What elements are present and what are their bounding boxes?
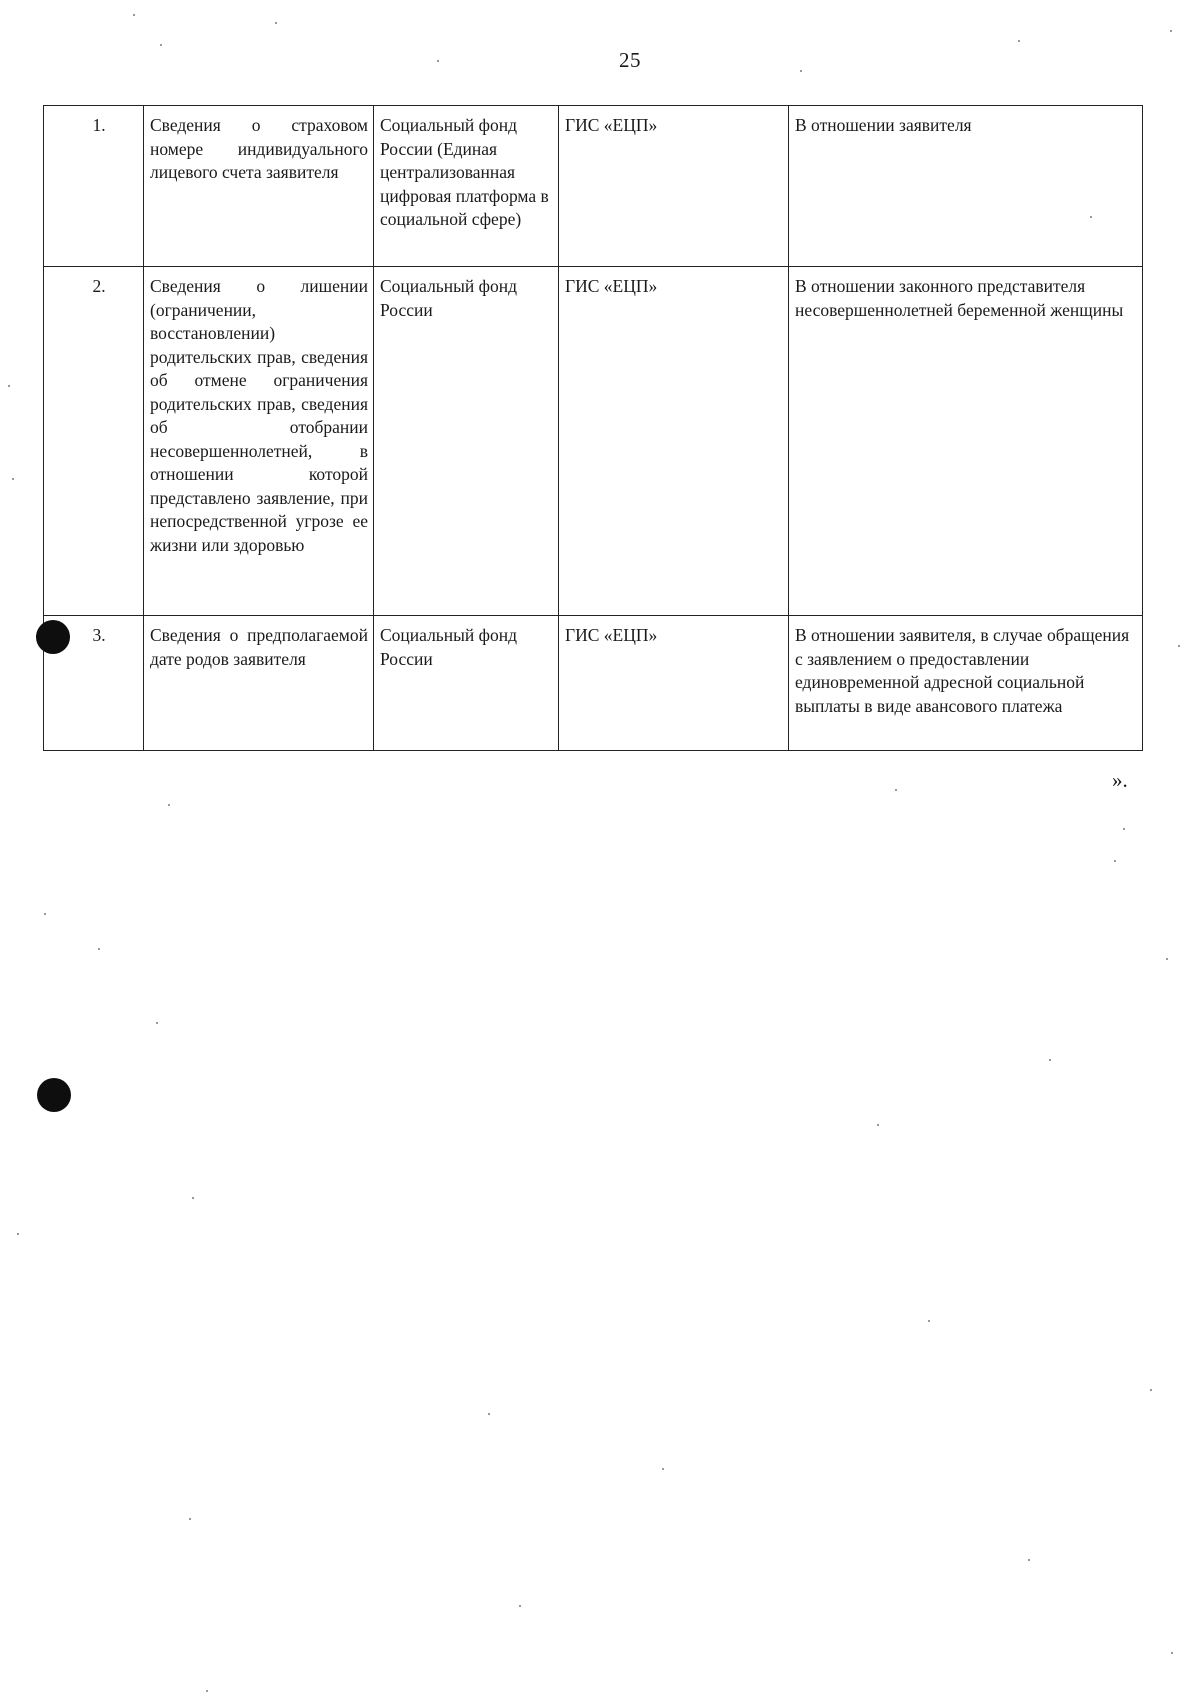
scan-speck xyxy=(895,789,897,791)
scan-speck xyxy=(1090,216,1092,218)
table-row xyxy=(44,267,1143,616)
scan-speck xyxy=(662,1468,664,1470)
row-number: 3. xyxy=(92,625,106,645)
row-number-cell xyxy=(44,267,144,616)
scan-speck xyxy=(133,14,135,16)
scan-speck xyxy=(1123,828,1125,830)
scan-speck xyxy=(206,1690,208,1692)
scan-speck xyxy=(1028,1559,1030,1561)
note-cell: В отношении заявителя xyxy=(789,106,1143,267)
scan-speck xyxy=(12,478,14,480)
scan-speck xyxy=(1171,1652,1173,1654)
scan-speck xyxy=(192,1197,194,1199)
scan-speck xyxy=(1114,860,1116,862)
closing-quote: ». xyxy=(1112,768,1128,792)
scan-speck xyxy=(44,913,46,915)
scan-speck xyxy=(1018,40,1020,42)
note-cell: В отношении заявителя, в случае обращения с заявлением о предоставлении единовременной адресной социальной выплаты в виде авансового платежа xyxy=(789,616,1143,751)
info-cell: Сведения о лишении (ограничении, восстановлении) родительских прав, сведения об отмене ограничения родительских прав, сведения об отобрании несовершеннолетней, в отношении которой представлено заявление, при непосредственной угрозе ее жизни или здоровью xyxy=(144,267,374,616)
scan-speck xyxy=(928,1320,930,1322)
punch-hole xyxy=(36,620,70,654)
scan-speck xyxy=(800,70,802,72)
scan-speck xyxy=(168,804,170,806)
scan-speck xyxy=(189,1518,191,1520)
scan-speck xyxy=(1150,1389,1152,1391)
system-cell: ГИС «ЕЦП» xyxy=(559,267,789,616)
scan-speck xyxy=(156,1022,158,1024)
data-sources-table xyxy=(43,105,1143,751)
source-cell: Социальный фонд России xyxy=(374,616,559,751)
row-number-cell xyxy=(44,106,144,267)
info-cell: Сведения о предполагаемой дате родов заявителя xyxy=(144,616,374,751)
table-row xyxy=(44,106,1143,267)
system-cell: ГИС «ЕЦП» xyxy=(559,616,789,751)
scan-speck xyxy=(160,44,162,46)
row-number: 2. xyxy=(92,276,106,296)
scan-speck xyxy=(877,1124,879,1126)
scan-speck xyxy=(1170,30,1172,32)
scan-speck xyxy=(488,1413,490,1415)
punch-hole xyxy=(37,1078,71,1112)
scan-speck xyxy=(519,1605,521,1607)
note-cell: В отношении законного представителя несовершеннолетней беременной женщины xyxy=(789,267,1143,616)
scan-speck xyxy=(98,948,100,950)
scan-speck xyxy=(17,1233,19,1235)
scan-speck xyxy=(275,22,277,24)
source-cell: Социальный фонд России xyxy=(374,267,559,616)
table-row xyxy=(44,616,1143,751)
scan-speck xyxy=(437,60,439,62)
scan-speck xyxy=(8,385,10,387)
page-number: 25 xyxy=(619,48,641,72)
scan-speck xyxy=(1166,958,1168,960)
info-cell: Сведения о страховом номере индивидуального лицевого счета заявителя xyxy=(144,106,374,267)
scan-speck xyxy=(1178,645,1180,647)
scan-speck xyxy=(1049,1059,1051,1061)
source-cell: Социальный фонд России (Единая централизованная цифровая платформа в социальной сфере) xyxy=(374,106,559,267)
system-cell: ГИС «ЕЦП» xyxy=(559,106,789,267)
row-number: 1. xyxy=(92,115,106,135)
